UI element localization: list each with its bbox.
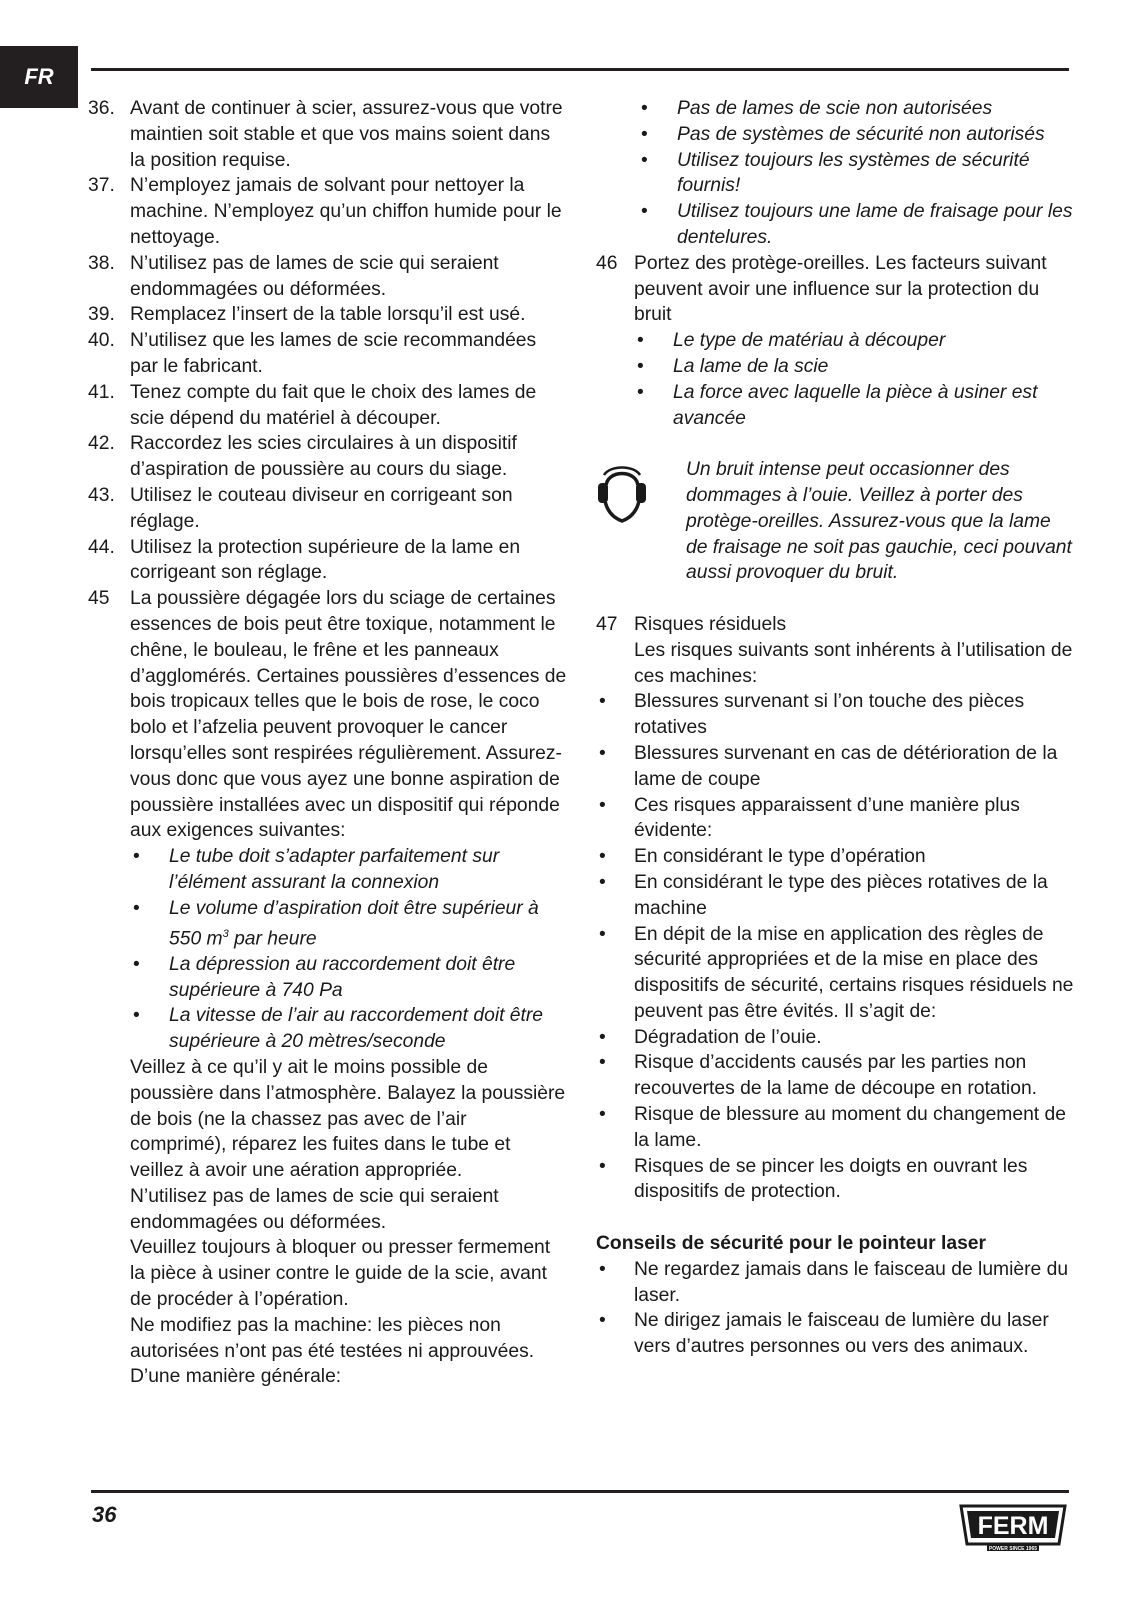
paragraph: N’utilisez pas de lames de scie qui seraient endommagées ou déformées.: [130, 1185, 499, 1233]
bullet-item: • En considérant le type des pièces rotatives de la machine: [599, 871, 1048, 919]
bullet-item: • Le type de matériau à découper: [637, 330, 946, 352]
bullet-item: • Risques de se pincer les doigts en ouvrant les dispositifs de protection.: [599, 1155, 1028, 1203]
list-item: 39. Remplacez l’insert de la table lorsqu’il est usé.: [88, 304, 526, 326]
sub-bullets: [596, 96, 1076, 251]
list-item: 41. Tenez compte du fait que le choix des lames de scie dépend du matériel à découper.: [88, 381, 537, 429]
list-item-47: 47 Risques résiduels: [596, 613, 787, 635]
bullet-item: • En considérant le type d’opération: [599, 846, 926, 868]
sub-bullets: [88, 844, 568, 1055]
section-heading: Conseils de sécurité pour le pointeur laser: [596, 1233, 987, 1255]
bullet-item: • La dépression au raccordement doit être supérieure à 740 Pa: [133, 953, 516, 1001]
bullet-item: • Ne dirigez jamais le faisceau de lumière du laser vers d’autres personnes ou vers des animaux.: [599, 1310, 1049, 1358]
right-column: [596, 96, 1076, 1360]
svg-text:FERM: FERM: [977, 1512, 1049, 1540]
bullet-item: • Blessures survenant en cas de détérioration de la lame de coupe: [599, 742, 1058, 790]
svg-text:POWER SINCE 1965: POWER SINCE 1965: [988, 1546, 1038, 1552]
warning-text: Un bruit intense peut occasionner des dommages à l’ouie. Veillez à porter des protège-oreilles. Assurez-vous que la lame de fraisage ne soit pas gauchie, ceci pouvant aussi provoquer du bruit.: [686, 459, 1072, 584]
paragraph: Ne modifiez pas la machine: les pièces non autorisées n’ont pas été testées ni approuvées.: [130, 1314, 535, 1362]
list-item: 40. N’utilisez que les lames de scie recommandées par le fabricant.: [88, 330, 537, 377]
bullet-item: • La vitesse de l’air au raccordement doit être supérieure à 20 mètres/seconde: [133, 1005, 544, 1053]
list-item: 37. N’employez jamais de solvant pour nettoyer la machine. N’employez qu’un chiffon humide pour le nettoyage.: [88, 175, 562, 248]
bullet-item: • Le tube doit s’adapter parfaitement sur l’élément assurant la connexion: [133, 846, 500, 893]
list-item-46: 46 Portez des protège-oreilles. Les facteurs suivant peuvent avoir une influence sur la protection du bruit: [596, 252, 1047, 326]
bullet-item: • Dégradation de l’ouie.: [599, 1026, 822, 1048]
language-tab: FR: [0, 46, 78, 108]
bullet-item: • La lame de la scie: [637, 355, 829, 377]
bullet-item: • La force avec laquelle la pièce à usiner est avancée: [637, 381, 1038, 429]
sub-bullets: [596, 328, 1076, 431]
bullet-item: • Le volume d’aspiration doit être supérieur à 550 $m^3$ par heure: [133, 897, 539, 949]
noise-warning: [596, 457, 1076, 586]
page-number: 36: [92, 1502, 117, 1527]
paragraph: Veillez à ce qu’il y ait le moins possible de poussière dans l’atmosphère. Balayez la poussière de bois (ne la chassez pas avec de l’air comprimé), réparez les fuites dans le tube et veillez à avoir une aération appropriée.: [130, 1056, 566, 1182]
bullet-item: • Blessures survenant si l’on touche des pièces rotatives: [599, 691, 1025, 739]
bullet-item: • Risque de blessure au moment du changement de la lame.: [599, 1104, 1066, 1151]
bullet-item: • Pas de systèmes de sécurité non autorisés: [641, 123, 1045, 145]
list-item: 38. N’utilisez pas de lames de scie qui seraient endommagées ou déformées.: [88, 252, 499, 300]
bullet-item: • Utilisez toujours les systèmes de sécurité fournis!: [641, 149, 1030, 197]
top-rule: [91, 68, 1069, 71]
list-item: 43. Utilisez le couteau diviseur en corrigeant son réglage.: [88, 484, 513, 532]
list-item: 36. Avant de continuer à scier, assurez-vous que votre maintien soit stable et que vos mains soient dans la position requise.: [88, 98, 563, 171]
paragraph: D’une manière générale:: [130, 1366, 342, 1388]
paragraph: Veuillez toujours à bloquer ou presser fermement la pièce à usiner contre le guide de la scie, avant de procéder à l’opération.: [130, 1237, 551, 1311]
bottom-rule: [91, 1490, 1069, 1493]
paragraph: Les risques suivants sont inhérents à l’utilisation de ces machines:: [634, 639, 1073, 687]
left-column: [88, 96, 568, 1390]
bullet-item: • En dépit de la mise en application des règles de sécurité appropriées et de la mise en place des dispositifs de sécurité, certains risques résiduels ne peuvent pas être évités. Il s’agit de:: [599, 923, 1074, 1022]
bullet-item: • Pas de lames de scie non autorisées: [641, 98, 993, 119]
bullet-item: • Ces risques apparaissent d’une manière plus évidente:: [599, 794, 1020, 842]
list-item: 42. Raccordez les scies circulaires à un dispositif d’aspiration de poussière au cours du siage.: [88, 433, 517, 481]
ferm-logo: [957, 1504, 1069, 1557]
bullet-item: • Utilisez toujours une lame de fraisage pour les dentelures.: [641, 201, 1073, 248]
ear-protection-icon: [596, 457, 686, 586]
bullet-item: • Risque d’accidents causés par les parties non recouvertes de la lame de découpe en rotation.: [599, 1052, 1038, 1100]
list-item-45: 45 La poussière dégagée lors du sciage de certaines essences de bois peut être toxique, notamment le chêne, le bouleau, le frêne et les panneaux d’agglomérés. Certaines poussières d’essences de bois tropicaux telles que le bois de rose, le coco bolo et l’afzelia peuvent provoquer le cancer lorsqu’elles sont respirées régulièrement. Assurez-vous donc que vous ayez une bonne aspiration de poussière installées avec un dispositif qui réponde aux exigences suivantes:: [88, 588, 567, 842]
bullet-item: • Ne regardez jamais dans le faisceau de lumière du laser.: [599, 1258, 1069, 1306]
list-item: 44. Utilisez la protection supérieure de la lame en corrigeant son réglage.: [88, 536, 521, 584]
